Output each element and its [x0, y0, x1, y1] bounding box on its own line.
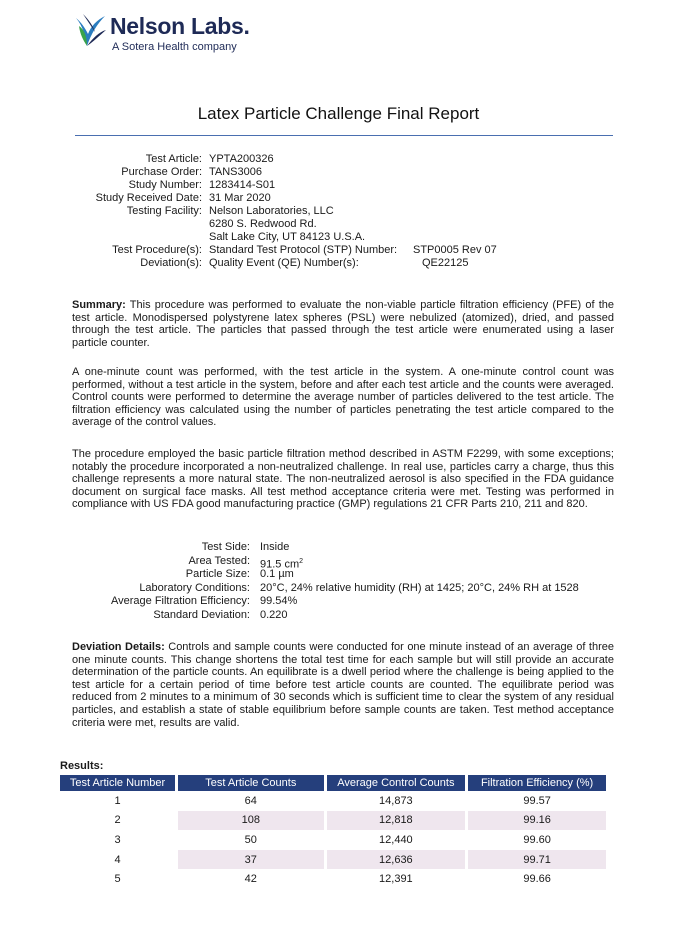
table-cell: 108 — [178, 811, 324, 831]
deviation-text: Controls and sample counts were conducted for one minute instead of an average of three one minute counts. This change shortens the total test time for each sample but will still provide an accurate determination of the particle counts. An equilibrate is a dwell period where the challenge is being applied to the test article for a certain period of time before test article counts are counted. The equilibrate period was reduced from 2 minutes to a minimum of 30 seconds which is sufficient time to clear the system of any residual particles, and establish a state of stable equilibrium before sample counts are taken. Test method acceptance criteria were met, results are valid. — [72, 641, 615, 729]
table-cell: 12,636 — [327, 850, 466, 870]
deviation-label: Deviation Details: — [72, 641, 165, 653]
table-cell: 3 — [114, 833, 121, 846]
table-cell: 99.66 — [523, 873, 551, 886]
table-cell: 64 — [244, 794, 257, 807]
table-cell: 99.71 — [468, 850, 606, 870]
info-value: 6280 S. Redwood Rd. — [209, 218, 317, 230]
summary-paragraph-1 — [72, 299, 614, 349]
nelson-labs-logo — [73, 10, 273, 58]
table-cell: 99.60 — [523, 833, 551, 846]
table-row — [60, 850, 606, 870]
param-label: Particle Size: — [185, 568, 250, 581]
table-cell: 42 — [244, 873, 257, 886]
deviation-details — [72, 641, 614, 729]
param-label: Standard Deviation: — [153, 608, 250, 621]
table-row — [60, 791, 606, 811]
deviation-number: QE22125 — [422, 257, 469, 269]
logo-tagline: A Sotera Health company — [112, 41, 237, 53]
info-value: Quality Event (QE) Number(s): — [209, 257, 359, 269]
table-cell: 4 — [60, 850, 175, 870]
table-cell: 2 — [60, 811, 175, 831]
summary-paragraph-3: The procedure employed the basic particle filtration method described in ASTM F2299, with some exceptions; notably the procedure incorporated a non-neutralized challenge. In real use, particles carry a charge, thus this challenge represents a more natural state. The non-neutralized aerosol is also specified in the FDA guidance document on surgical face masks. All test method acceptance criteria were met. Testing was performed in compliance with US FDA good manufacturing practice (GMP) regulations 21 CFR Parts 210, 211 and 820. — [72, 448, 614, 511]
nelson-labs-logo-icon — [73, 12, 107, 50]
header-cell: Test Article Counts — [178, 775, 324, 791]
param-label: Test Side: — [201, 541, 250, 553]
results-heading: Results: — [60, 760, 104, 772]
info-value: TANS3006 — [209, 166, 262, 178]
area-value: 91.5 cm — [260, 558, 300, 571]
summary-text: This procedure was performed to evaluate the non-viable particle filtration efficiency (PFE) of the test article. Monodispersed polystyrene latex spheres (PSL) were nebulized (atomized), dried, and passed through the test article. The particles that passed through the test article were enumerated using a laser particle counter. — [72, 299, 614, 349]
info-value: Nelson Laboratories, LLC — [209, 205, 334, 217]
results-header-row — [60, 775, 606, 791]
info-label: Study Number: — [128, 179, 202, 191]
param-value: Inside — [260, 541, 290, 553]
table-cell: 14,873 — [379, 794, 413, 807]
table-cell: 99.57 — [523, 794, 551, 807]
info-label: Purchase Order: — [121, 166, 202, 178]
procedure-number: STP0005 Rev 07 — [413, 244, 497, 256]
title-divider — [75, 135, 613, 136]
table-cell: 50 — [244, 833, 257, 846]
table-cell: 5 — [114, 873, 121, 886]
param-value: 99.54% — [260, 595, 298, 608]
param-label: Area Tested: — [188, 554, 250, 567]
info-value: Standard Test Protocol (STP) Number: — [209, 244, 398, 256]
logo-name: Nelson Labs. — [110, 13, 250, 39]
table-row — [60, 830, 606, 850]
results-table — [57, 775, 609, 889]
table-cell: 12,818 — [327, 811, 466, 831]
summary-label: Summary: — [72, 299, 126, 311]
info-label: Test Procedure(s): — [112, 244, 202, 256]
table-cell: 37 — [178, 850, 324, 870]
info-label: Deviation(s): — [140, 257, 202, 269]
table-row — [60, 811, 606, 831]
param-label: Laboratory Conditions: — [139, 581, 250, 594]
info-value: YPTA200326 — [209, 153, 274, 165]
header-cell: Test Article Number — [60, 775, 175, 791]
info-label: Study Received Date: — [95, 192, 202, 204]
info-label: Testing Facility: — [126, 205, 202, 217]
param-value: 0.1 µm — [260, 568, 294, 581]
info-value: 1283414-S01 — [209, 179, 276, 191]
table-row — [60, 869, 606, 889]
param-value: 0.220 — [260, 608, 288, 621]
summary-paragraph-2: A one-minute count was performed, with the test article in the system. A one-minute control count was performed, without a test article in the system, before and after each test article and the counts were averaged. Control counts were performed to determine the average number of particles delivered to the test article. The filtration efficiency was calculated using the number of particles penetrating the test article compared to the average of the control values. — [72, 366, 614, 429]
header-cell: Average Control Counts — [327, 775, 466, 791]
table-cell: 12,391 — [379, 873, 413, 886]
param-value: 20°C, 24% relative humidity (RH) at 1425; 20°C, 24% RH at 1528 — [260, 581, 579, 594]
info-value: 31 Mar 2020 — [209, 192, 271, 204]
table-cell: 12,440 — [379, 833, 413, 846]
header-cell: Filtration Efficiency (%) — [468, 775, 606, 791]
info-value: Salt Lake City, UT 84123 U.S.A. — [209, 231, 366, 243]
report-title: Latex Particle Challenge Final Report — [197, 104, 480, 123]
table-cell: 1 — [114, 794, 121, 807]
area-unit-exponent: 2 — [299, 557, 304, 565]
param-label: Average Filtration Efficiency: — [111, 595, 250, 608]
info-label: Test Article: — [145, 153, 202, 165]
table-cell: 99.16 — [468, 811, 606, 831]
